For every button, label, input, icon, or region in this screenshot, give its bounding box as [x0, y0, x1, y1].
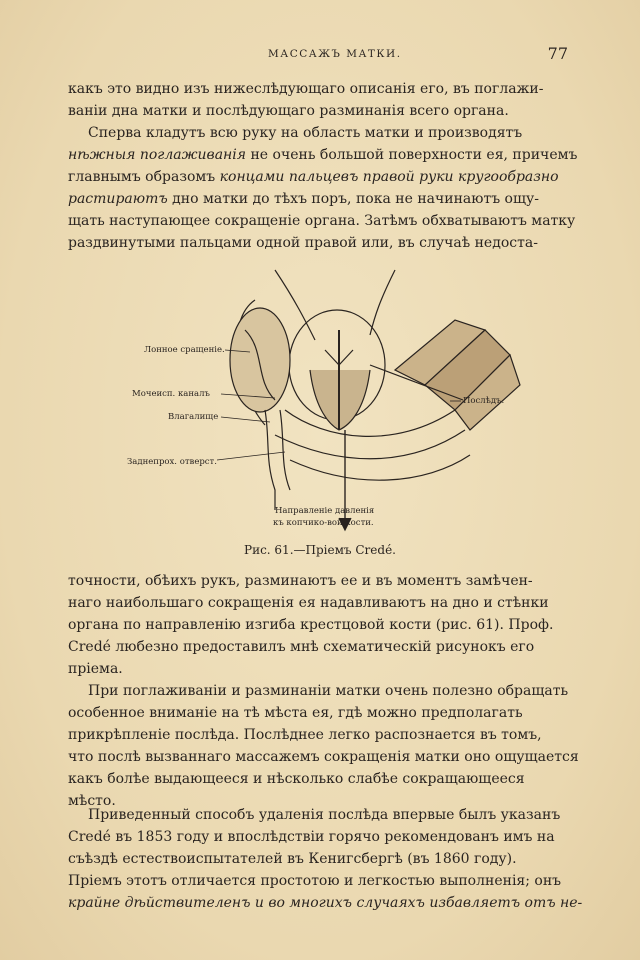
- paragraph-3: [68, 570, 568, 680]
- text-line: Credé въ 1853 году и впослѣдствіи горячо рекомендованъ имъ на: [68, 829, 555, 845]
- text-line: При поглаживаніи и разминаніи матки очень полезно обращать: [88, 683, 569, 699]
- paragraph-4: [68, 680, 579, 812]
- text-line: органа по направленію изгиба крестцовой кости (рис. 61). Проф.: [68, 617, 554, 633]
- label-pressure-direction: Направленіе давленія: [275, 506, 375, 516]
- label-pressure-direction-2: къ копчико-вой кости.: [273, 518, 374, 528]
- text-line: прикрѣпленіе послѣда. Послѣднее легко распознается въ томъ,: [68, 727, 542, 743]
- running-title: МАССАЖЪ МАТКИ.: [268, 48, 402, 60]
- text-line: какъ это видно изъ нижеслѣдующаго описанія его, въ поглажи-: [68, 81, 544, 97]
- text-line: Пріемъ этотъ отличается простотою и легкостью выполненія; онъ: [68, 873, 562, 889]
- text-line: Credé любезно предоставилъ мнѣ схематическій рисунокъ его: [68, 639, 535, 655]
- text-line: Сперва кладутъ всю руку на область матки и производятъ: [88, 125, 523, 141]
- text-line: нѣжныя поглаживанія не очень большой поверхности ея, причемъ: [68, 147, 578, 163]
- text-line: что послѣ вызваннаго массажемъ сокращенія матки оно ощущается: [68, 749, 579, 765]
- text-line: ваніи дна матки и послѣдующаго разминанія всего органа.: [68, 103, 509, 119]
- text-line: растираютъ дно матки до тѣхъ поръ, пока не начинаютъ ощу-: [68, 191, 539, 207]
- label-urethra: Мочеисп. каналъ: [132, 389, 210, 399]
- paragraph-2: [68, 122, 578, 254]
- label-vagina: Влагалище: [168, 412, 219, 422]
- text-line: наго наибольшаго сокращенія ея надавливаютъ на дно и стѣнки: [68, 595, 549, 611]
- text-line: главнымъ образомъ концами пальцевъ правой руки кругообразно: [68, 169, 559, 185]
- label-placenta: Послѣдъ.: [463, 396, 505, 406]
- text-line: раздвинутыми пальцами одной правой или, въ случаѣ недоста-: [68, 235, 538, 251]
- text-line: особенное вниманіе на тѣ мѣста ея, гдѣ можно предполагать: [68, 705, 523, 721]
- italic-phrase: растираютъ: [68, 191, 168, 207]
- label-pubic-symphysis: Лонное сращеніе.: [144, 345, 225, 355]
- italic-phrase: концами пальцевъ правой руки кругообразно: [219, 169, 559, 185]
- text-line: съѣздѣ естествоиспытателей въ Кенигсбергѣ (въ 1860 году).: [68, 851, 517, 867]
- italic-phrase: крайне дѣйствителенъ и во многихъ случаяхъ избавляетъ отъ не-: [68, 895, 583, 911]
- page-number: 77: [547, 44, 568, 63]
- text-line: щать наступающее сокращеніе органа. Затѣмъ обхватываютъ матку: [68, 213, 576, 229]
- text-line: мѣсто.: [68, 793, 116, 809]
- figure-caption: Рис. 61.—Пріемъ Credé.: [244, 543, 396, 557]
- page-header: [68, 44, 568, 64]
- paragraph-5: [68, 804, 583, 914]
- label-rectum: Заднепрох. отверст.: [127, 457, 217, 467]
- text-line: точности, обѣихъ рукъ, разминаютъ ее и въ моментъ замѣчен-: [68, 573, 533, 589]
- figure-61: [125, 260, 525, 535]
- paragraph-1: [68, 78, 568, 122]
- text-line: пріема.: [68, 661, 123, 677]
- text-line: [68, 892, 583, 914]
- text-line: какъ болѣе выдающееся и нѣсколько слабѣе сокращающееся: [68, 771, 525, 787]
- italic-phrase: нѣжныя поглаживанія: [68, 147, 247, 163]
- text-line: Приведенный способъ удаленія послѣда впервые былъ указанъ: [88, 807, 561, 823]
